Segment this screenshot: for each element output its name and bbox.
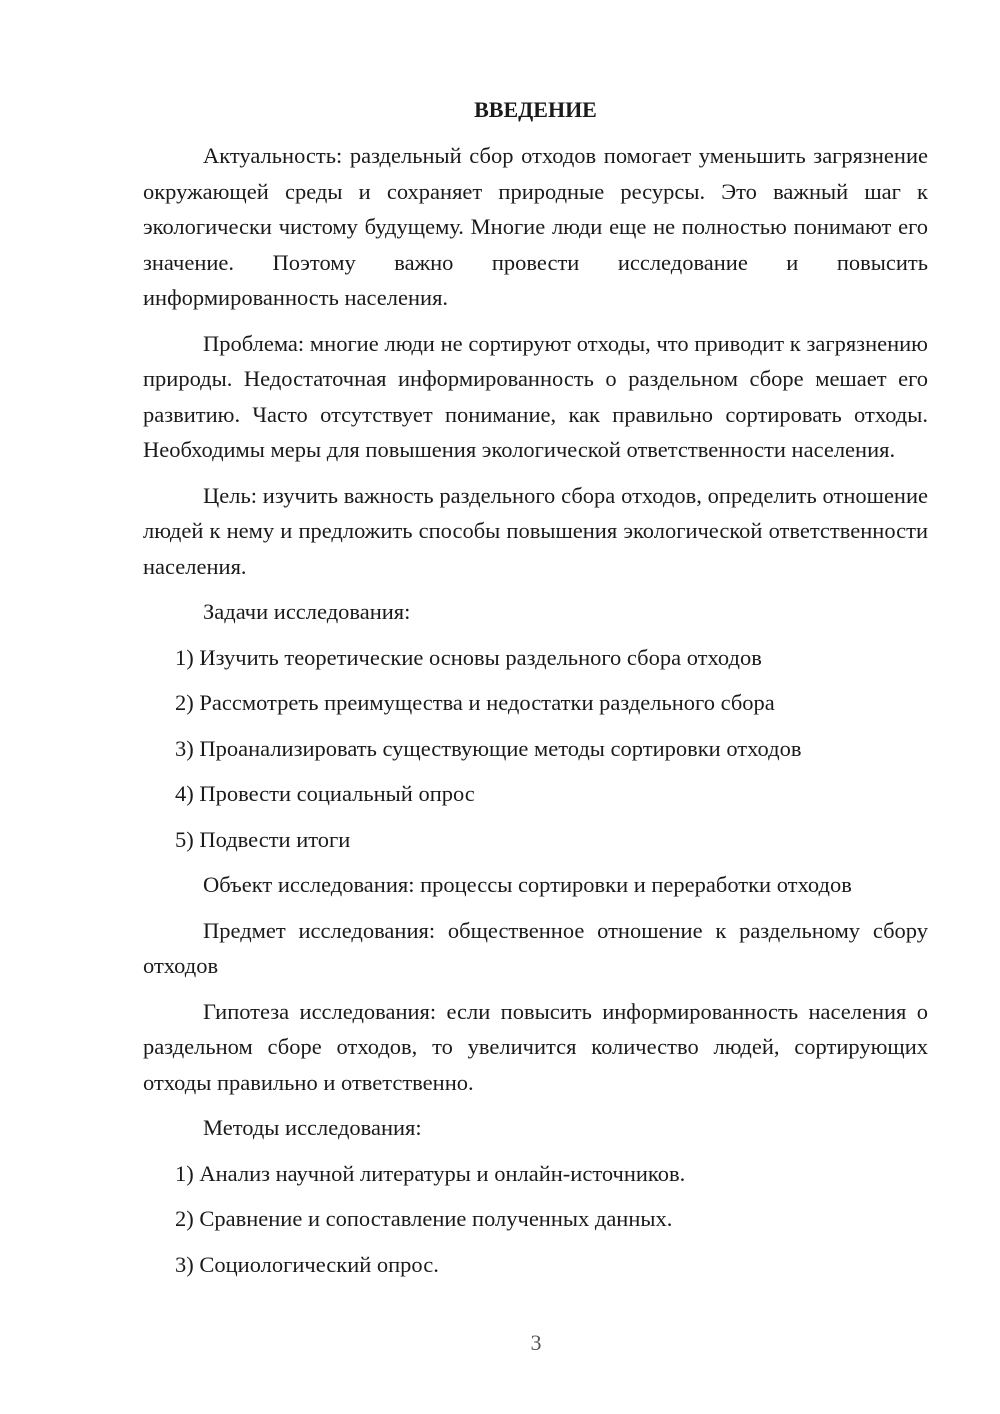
hypothesis-paragraph: Гипотеза исследования: если повысить информированность населения о раздельном сборе отходов, то увеличится количество людей, сортирующих отходы правильно и ответственно.: [143, 998, 928, 1095]
page-number: 3: [530, 1330, 542, 1355]
tasks-heading: Задачи исследования:: [203, 599, 411, 624]
task-item: 5) Подвести итоги: [175, 826, 351, 852]
task-item: 1) Изучить теоретические основы раздельного сбора отходов: [175, 644, 762, 670]
task-item: 4) Провести социальный опрос: [175, 781, 475, 806]
method-item: 2) Сравнение и сопоставление полученных данных.: [175, 1206, 673, 1231]
relevance-paragraph: Актуальность: раздельный сбор отходов помогает уменьшить загрязнение окружающей среды и сохраняет природные ресурсы. Это важный шаг к экологически чистому будущему. Многие люди еще не полностью понимают его значение. Поэтому важно провести исследование и повысить информированность населения.: [143, 143, 928, 310]
document-page: [143, 92, 928, 1292]
problem-paragraph: Проблема: многие люди не сортируют отходы, что приводит к загрязнению природы. Недостаточная информированность о раздельном сборе мешает его развитию. Часто отсутствует понимание, как правильно сортировать отходы. Необходимы меры для повышения экологической ответственности населения.: [143, 330, 928, 462]
object-paragraph: Объект исследования: процессы сортировки и переработки отходов: [203, 872, 852, 897]
method-item: 3) Социологический опрос.: [175, 1251, 439, 1277]
task-item: 3) Проанализировать существующие методы сортировки отходов: [175, 735, 802, 761]
method-item: 1) Анализ научной литературы и онлайн-источников.: [175, 1160, 686, 1186]
page-title: ВВЕДЕНИЕ: [474, 97, 597, 122]
goal-paragraph: Цель: изучить важность раздельного сбора отходов, определить отношение людей к нему и предложить способы повышения экологической ответственности населения.: [143, 482, 928, 579]
methods-heading: Методы исследования:: [203, 1115, 422, 1140]
task-item: 2) Рассмотреть преимущества и недостатки раздельного сбора: [175, 690, 775, 715]
subject-paragraph: Предмет исследования: общественное отношение к раздельному сбору отходов: [143, 917, 928, 978]
